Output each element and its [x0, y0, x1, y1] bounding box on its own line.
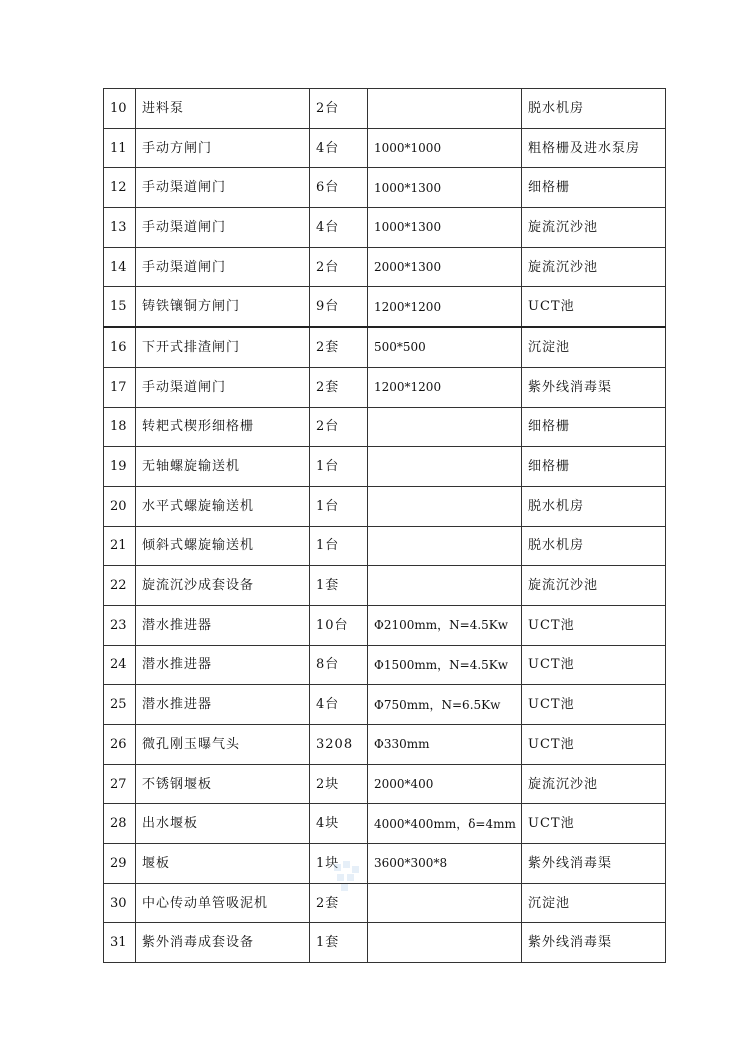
row-number-cell: 27	[104, 764, 136, 804]
row-number-cell: 10	[104, 89, 136, 129]
table-row	[104, 566, 666, 606]
specification-cell	[368, 447, 522, 487]
specification-cell: Φ1500mm，N=4.5Kw	[368, 645, 522, 685]
equipment-name-cell: 紫外消毒成套设备	[136, 923, 310, 963]
equipment-name-cell: 手动渠道闸门	[136, 367, 310, 407]
location-cell: 粗格栅及进水泵房	[522, 128, 666, 168]
equipment-name-cell: 手动渠道闸门	[136, 168, 310, 208]
specification-cell: Φ750mm，N=6.5Kw	[368, 685, 522, 725]
quantity-cell: 10台	[310, 605, 368, 645]
specification-cell: 1000*1300	[368, 208, 522, 248]
location-cell: UCT池	[522, 287, 666, 327]
equipment-name-cell: 不锈钢堰板	[136, 764, 310, 804]
equipment-name-cell: 铸铁镶铜方闸门	[136, 287, 310, 327]
location-cell: UCT池	[522, 725, 666, 765]
table-row	[104, 725, 666, 765]
specification-cell: Φ330mm	[368, 725, 522, 765]
equipment-name-cell: 潜水推进器	[136, 605, 310, 645]
location-cell: 紫外线消毒渠	[522, 844, 666, 884]
row-number-cell: 29	[104, 844, 136, 884]
specification-cell: 1000*1000	[368, 128, 522, 168]
specification-cell: 2000*400	[368, 764, 522, 804]
specification-cell	[368, 883, 522, 923]
location-cell: UCT池	[522, 804, 666, 844]
location-cell: 旋流沉沙池	[522, 566, 666, 606]
quantity-cell: 4台	[310, 208, 368, 248]
location-cell: 沉淀池	[522, 883, 666, 923]
table-row	[104, 367, 666, 407]
location-cell: 细格栅	[522, 407, 666, 447]
equipment-name-cell: 堰板	[136, 844, 310, 884]
quantity-cell: 4块	[310, 804, 368, 844]
specification-cell	[368, 923, 522, 963]
table-body	[104, 89, 666, 963]
quantity-cell: 4台	[310, 128, 368, 168]
specification-cell: 1200*1200	[368, 287, 522, 327]
table-row	[104, 128, 666, 168]
row-number-cell: 17	[104, 367, 136, 407]
table-row	[104, 605, 666, 645]
equipment-name-cell: 中心传动单管吸泥机	[136, 883, 310, 923]
quantity-cell: 8台	[310, 645, 368, 685]
location-cell: 脱水机房	[522, 486, 666, 526]
location-cell: UCT池	[522, 685, 666, 725]
row-number-cell: 24	[104, 645, 136, 685]
table-row	[104, 923, 666, 963]
location-cell: 细格栅	[522, 447, 666, 487]
row-number-cell: 18	[104, 407, 136, 447]
quantity-cell: 9台	[310, 287, 368, 327]
location-cell: 旋流沉沙池	[522, 764, 666, 804]
location-cell: 紫外线消毒渠	[522, 367, 666, 407]
equipment-name-cell: 潜水推进器	[136, 645, 310, 685]
row-number-cell: 16	[104, 327, 136, 367]
quantity-cell: 1台	[310, 486, 368, 526]
quantity-cell: 2台	[310, 247, 368, 287]
table-row	[104, 486, 666, 526]
equipment-name-cell: 下开式排渣闸门	[136, 327, 310, 367]
row-number-cell: 15	[104, 287, 136, 327]
equipment-table	[103, 88, 666, 963]
specification-cell	[368, 407, 522, 447]
table-row	[104, 764, 666, 804]
row-number-cell: 30	[104, 883, 136, 923]
equipment-name-cell: 出水堰板	[136, 804, 310, 844]
row-number-cell: 23	[104, 605, 136, 645]
quantity-cell: 3208	[310, 725, 368, 765]
row-number-cell: 14	[104, 247, 136, 287]
row-number-cell: 13	[104, 208, 136, 248]
equipment-name-cell: 潜水推进器	[136, 685, 310, 725]
quantity-cell: 2套	[310, 327, 368, 367]
table-row	[104, 287, 666, 327]
location-cell: 脱水机房	[522, 526, 666, 566]
equipment-name-cell: 进料泵	[136, 89, 310, 129]
specification-cell	[368, 89, 522, 129]
quantity-cell: 2台	[310, 407, 368, 447]
location-cell: UCT池	[522, 605, 666, 645]
table-row	[104, 327, 666, 367]
equipment-name-cell: 手动渠道闸门	[136, 247, 310, 287]
row-number-cell: 11	[104, 128, 136, 168]
quantity-cell: 1台	[310, 526, 368, 566]
quantity-cell: 2块	[310, 764, 368, 804]
table-row	[104, 804, 666, 844]
table-row	[104, 844, 666, 884]
quantity-cell: 4台	[310, 685, 368, 725]
equipment-name-cell: 微孔刚玉曝气头	[136, 725, 310, 765]
table-row	[104, 645, 666, 685]
specification-cell: 1000*1300	[368, 168, 522, 208]
quantity-cell: 2套	[310, 367, 368, 407]
specification-cell: 2000*1300	[368, 247, 522, 287]
specification-cell: 1200*1200	[368, 367, 522, 407]
row-number-cell: 19	[104, 447, 136, 487]
equipment-name-cell: 转耙式楔形细格栅	[136, 407, 310, 447]
specification-cell	[368, 526, 522, 566]
specification-cell: 3600*300*8	[368, 844, 522, 884]
quantity-cell: 2套	[310, 883, 368, 923]
table-row	[104, 883, 666, 923]
table-row	[104, 208, 666, 248]
row-number-cell: 22	[104, 566, 136, 606]
quantity-cell: 6台	[310, 168, 368, 208]
location-cell: 旋流沉沙池	[522, 247, 666, 287]
specification-cell: Φ2100mm，N=4.5Kw	[368, 605, 522, 645]
table-row	[104, 526, 666, 566]
table-row	[104, 685, 666, 725]
table-row	[104, 89, 666, 129]
quantity-cell: 2台	[310, 89, 368, 129]
row-number-cell: 21	[104, 526, 136, 566]
row-number-cell: 25	[104, 685, 136, 725]
row-number-cell: 26	[104, 725, 136, 765]
specification-cell	[368, 566, 522, 606]
quantity-cell: 1台	[310, 447, 368, 487]
table-row	[104, 447, 666, 487]
equipment-name-cell: 手动渠道闸门	[136, 208, 310, 248]
location-cell: 旋流沉沙池	[522, 208, 666, 248]
quantity-cell: 1块	[310, 844, 368, 884]
row-number-cell: 12	[104, 168, 136, 208]
table-row	[104, 407, 666, 447]
quantity-cell: 1套	[310, 566, 368, 606]
location-cell: 脱水机房	[522, 89, 666, 129]
equipment-name-cell: 无轴螺旋输送机	[136, 447, 310, 487]
watermark-logo-icon	[328, 858, 364, 894]
equipment-name-cell: 倾斜式螺旋输送机	[136, 526, 310, 566]
location-cell: 紫外线消毒渠	[522, 923, 666, 963]
equipment-name-cell: 水平式螺旋输送机	[136, 486, 310, 526]
table-row	[104, 168, 666, 208]
row-number-cell: 20	[104, 486, 136, 526]
specification-cell: 500*500	[368, 327, 522, 367]
quantity-cell: 1套	[310, 923, 368, 963]
equipment-name-cell: 旋流沉沙成套设备	[136, 566, 310, 606]
row-number-cell: 31	[104, 923, 136, 963]
location-cell: 沉淀池	[522, 327, 666, 367]
location-cell: 细格栅	[522, 168, 666, 208]
specification-cell	[368, 486, 522, 526]
location-cell: UCT池	[522, 645, 666, 685]
specification-cell: 4000*400mm，δ=4mm	[368, 804, 522, 844]
table-row	[104, 247, 666, 287]
equipment-name-cell: 手动方闸门	[136, 128, 310, 168]
row-number-cell: 28	[104, 804, 136, 844]
